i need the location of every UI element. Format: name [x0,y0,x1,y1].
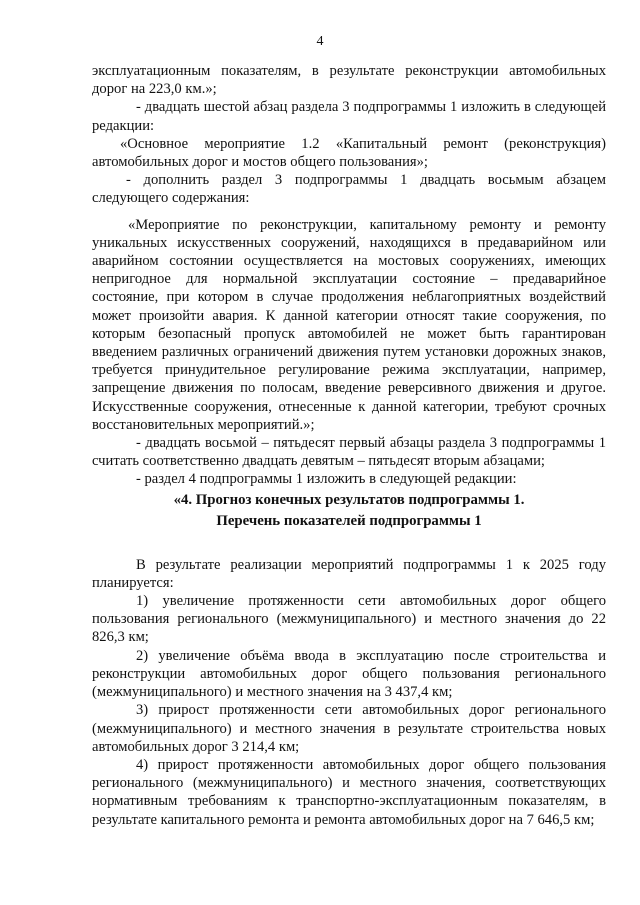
section-heading-line2: Перечень показателей подпрограммы 1 [216,512,482,529]
paragraph-amendment-28: - дополнить раздел 3 подпрограммы 1 двадцать восьмым абзацем следующего содержания: [92,172,606,207]
result-item-4: 4) прирост протяженности автомобильных дорог общего пользования регионального (межмуниципального) и местного значения, соответствующих нормативным требованиям к транспортно-эксплуатационным показателям, в результате капитального ремонта и ремонта автомобильных дорог на 7 646,5 км; [92,756,606,828]
result-item-3: 3) прирост протяженности сети автомобильных дорог регионального (межмуниципального) и местного значения в результате строительства новых автомобильных дорог 3 214,4 км; [92,702,606,755]
paragraph-quoted-measure: «Мероприятие по реконструкции, капитальному ремонту и ремонту уникальных искусственных сооружений, находящихся в предаварийном или аварийном состоянии осуществляется на мостовых сооружениях, имеющих непригодное для нормальной эксплуатации состояние – предаварийное состояние, при котором в случае продолжения неблагоприятных воздействий может произойти авария. К данной категории относят такие сооружения, по которым безопасный пропуск автомобилей не может быть гарантирован введением различных ограничений движения путем установки дорожных знаков, требуется принудительное регулирование режима эксплуатации, например, запрещение движения по полосам, введение реверсивного движения и другое. Искусственные сооружения, отнесенные к данной категории, требуют срочных восстановительных мероприятий.»; [92,216,606,433]
paragraph-renumbering: - двадцать восьмой – пятьдесят первый абзацы раздела 3 подпрограммы 1 считать соответственно двадцать девятым – пятьдесят вторым абзацами; [92,435,606,470]
paragraph-main-measure: «Основное мероприятие 1.2 «Капитальный ремонт (реконструкция) автомобильных дорог и мостов общего пользования»; [92,135,606,171]
document-body [92,62,606,829]
paragraph-amendment-26: - двадцать шестой абзац раздела 3 подпрограммы 1 изложить в следующей редакции: [92,99,606,134]
result-item-2: 2) увеличение объёма ввода в эксплуатацию после строительства и реконструкции автомобильных дорог общего пользования регионального (межмуниципального) и местного значения на 3 437,4 км; [92,647,606,701]
result-item-1: 1) увеличение протяженности сети автомобильных дорог общего пользования регионального (межмуниципального) и местного значения до 22 826,3 км; [92,593,606,646]
section-heading-line1: «4. Прогноз конечных результатов подпрограммы 1. [173,491,525,508]
paragraph-section4-intro: - раздел 4 подпрограммы 1 изложить в следующей редакции: [136,471,517,488]
page-number: 4 [316,34,324,49]
paragraph-continuation: эксплуатационным показателям, в результате реконструкции автомобильных дорог на 223,0 км.»; [92,63,606,98]
spacer [92,531,606,555]
results-intro: В результате реализации мероприятий подпрограммы 1 к 2025 году планируется: [92,556,606,591]
